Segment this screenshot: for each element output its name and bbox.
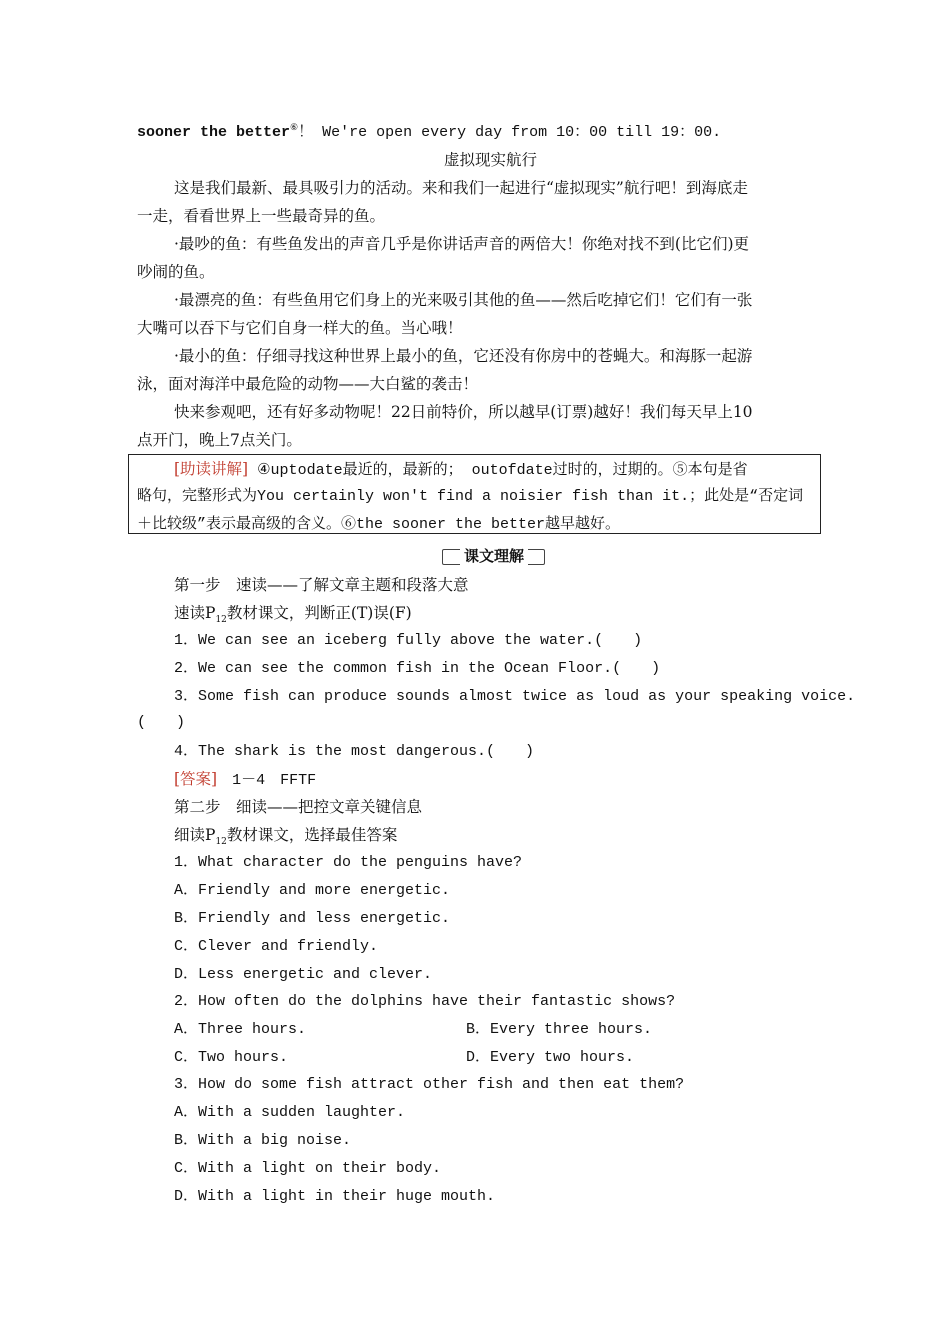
mc-option: C．Clever and friendly. <box>174 938 379 955</box>
mc-option: A．With a sudden laughter. <box>174 1104 406 1121</box>
answer-line <box>174 768 316 792</box>
banner-label: 课文理解 <box>460 546 528 566</box>
paragraph-line: 快来参观吧，还有好多动物呢！22日前特价，所以越早(订票)越好！我们每天早上10 <box>174 403 753 421</box>
page-subscript: 12 <box>215 837 227 848</box>
step2-instruction <box>174 824 397 846</box>
notes-text: ④uptodate最近的，最新的； outofdate过时的，过期的。⑤本句是省 <box>248 462 748 479</box>
mc-option: C．With a light on their body. <box>174 1160 442 1177</box>
step1-title: 第一步 速读——了解文章主题和段落大意 <box>174 576 469 594</box>
tf-question: ( ) <box>137 714 186 731</box>
passage-text: ！ We're open every day from 10：00 till 19：00. <box>298 124 722 141</box>
mc-question: 1．What character do the penguins have? <box>174 854 523 871</box>
instr-text: 教材课文，判断正(T)误(F) <box>226 604 412 622</box>
notes-line <box>174 458 748 482</box>
paragraph-line: 一走，看看世界上一些最奇异的鱼。 <box>137 207 386 225</box>
mc-option: D．With a light in their huge mouth. <box>174 1188 496 1205</box>
instr-text: 速读P <box>174 604 216 622</box>
footnote-marker: ⑥ <box>290 123 299 133</box>
paragraph-line: 这是我们最新、最具吸引力的活动。来和我们一起进行“虚拟现实”航行吧！到海底走 <box>174 179 748 197</box>
bullet-line: ·最小的鱼：仔细寻找这种世界上最小的鱼，它还没有你房中的苍蝇大。和海豚一起游 <box>174 347 753 365</box>
mc-option: D．Every two hours. <box>466 1049 635 1066</box>
tf-question: 2．We can see the common fish in the Ocean Floor.( ) <box>174 660 661 677</box>
bullet-line: ·最吵的鱼：有些鱼发出的声音几乎是你讲话声音的两倍大！你绝对找不到(比它们)更 <box>174 235 750 253</box>
instr-text: 教材课文，选择最佳答案 <box>226 826 398 844</box>
mc-option: A．Friendly and more energetic. <box>174 882 451 899</box>
mc-option: D．Less energetic and clever. <box>174 966 433 983</box>
paragraph-line: 点开门，晚上7点关门。 <box>137 431 302 449</box>
bullet-line: 吵闹的鱼。 <box>137 263 215 281</box>
page-subscript: 12 <box>215 615 227 626</box>
tf-question: 4．The shark is the most dangerous.( ) <box>174 743 535 760</box>
notes-line: ＋比较级”表示最高级的含义。⑥the sooner the better越早越好。 <box>137 516 621 533</box>
passage-line <box>137 122 721 144</box>
mc-option: A．Three hours. <box>174 1021 307 1038</box>
bullet-line: 大嘴可以吞下与它们自身一样大的鱼。当心哦！ <box>137 319 463 337</box>
notes-label: [助读讲解] <box>174 460 249 478</box>
mc-option: B．Friendly and less energetic. <box>174 910 451 927</box>
step1-instruction <box>174 602 412 624</box>
section-title: 虚拟现实航行 <box>444 151 538 169</box>
mc-question: 3．How do some fish attract other fish and then eat them? <box>174 1076 685 1093</box>
mc-option: B．With a big noise. <box>174 1132 352 1149</box>
instr-text: 细读P <box>174 826 216 844</box>
step2-title: 第二步 细读——把控文章关键信息 <box>174 798 423 816</box>
answer-text: 1－4 FFTF <box>217 772 317 789</box>
answer-label: [答案] <box>174 770 218 788</box>
bold-phrase: sooner the better <box>137 124 291 141</box>
bullet-line: 泳，面对海洋中最危险的动物——大白鲨的袭击！ <box>137 375 479 393</box>
notes-line: 略句，完整形式为You certainly won't find a noisier fish than it.；此处是“否定词 <box>137 488 804 505</box>
tf-question: 3．Some fish can produce sounds almost twice as loud as your speaking voice. <box>174 688 856 705</box>
mc-question: 2．How often do the dolphins have their fantastic shows? <box>174 993 676 1010</box>
tf-question: 1．We can see an iceberg fully above the water.( ) <box>174 632 643 649</box>
bullet-line: ·最漂亮的鱼：有些鱼用它们身上的光来吸引其他的鱼——然后吃掉它们！它们有一张 <box>174 291 753 309</box>
mc-option: C．Two hours. <box>174 1049 289 1066</box>
mc-option: B．Every three hours. <box>466 1021 653 1038</box>
section-banner <box>442 546 545 566</box>
